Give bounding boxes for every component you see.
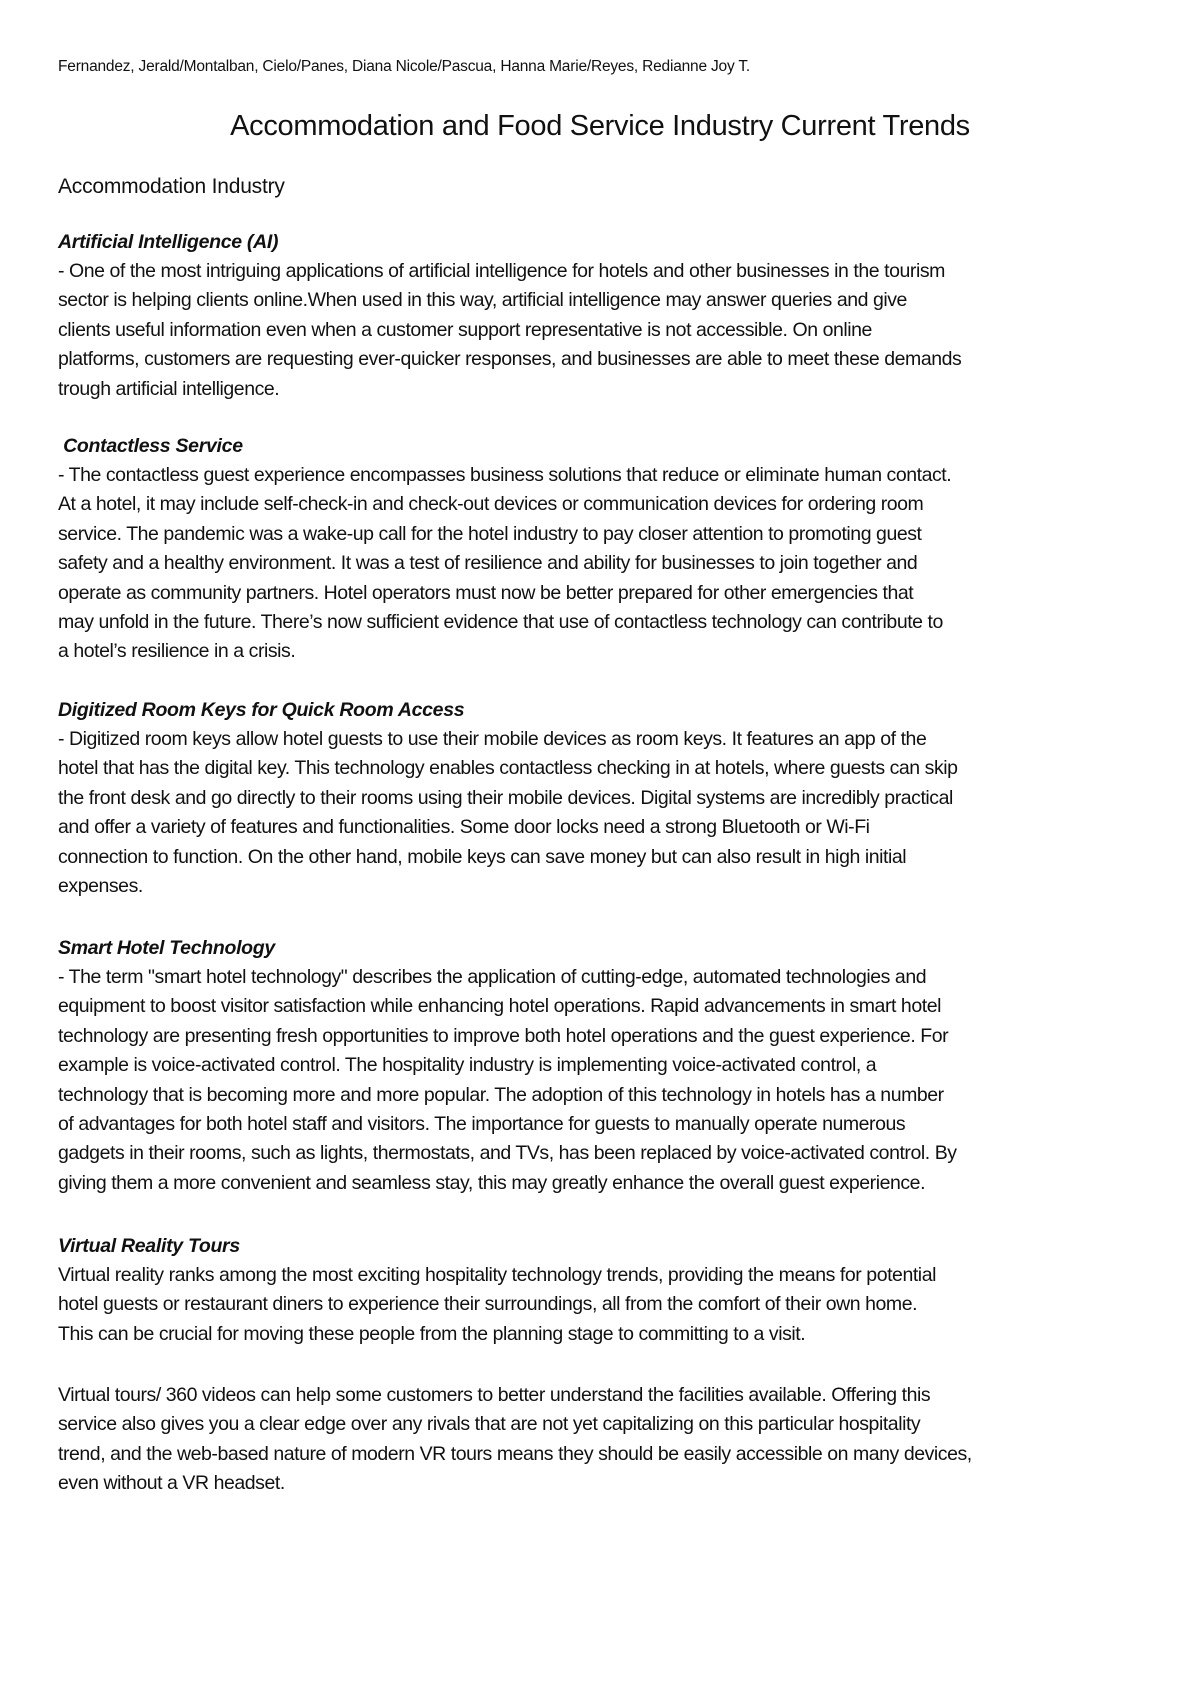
body-line: expenses. [58,875,143,898]
section-contactless-service [58,432,1148,667]
body-line: and offer a variety of features and functionalities. Some door locks need a strong Bluetooth or Wi-Fi [58,816,870,839]
subsection-body [58,461,1148,667]
body-line: - Digitized room keys allow hotel guests to use their mobile devices as room keys. It features an app of the [58,728,927,750]
body-line: even without a VR headset. [58,1472,285,1495]
subsection-body [58,257,1148,404]
body-line: service. The pandemic was a wake-up call for the hotel industry to pay closer attention to promoting guest [58,522,922,545]
section-virtual-tours-paragraph [58,1381,1148,1499]
subsection-body [58,725,1148,901]
section-smart-hotel-technology [58,934,1148,1198]
body-line: of advantages for both hotel staff and visitors. The importance for guests to manually operate numerous [58,1113,906,1136]
body-line: a hotel’s resilience in a crisis. [58,640,296,663]
body-line: service also gives you a clear edge over any rivals that are not yet capitalizing on this particular hospitality [58,1413,921,1436]
body-line: safety and a healthy environment. It was a test of resilience and ability for businesses to join together and [58,552,918,575]
body-line: gadgets in their rooms, such as lights, thermostats, and TVs, has been replaced by voice-activated control. By [58,1142,957,1165]
page-title: Accommodation and Food Service Industry Current Trends [230,110,970,142]
body-line: Virtual reality ranks among the most exciting hospitality technology trends, providing the means for potential [58,1264,936,1286]
body-line: example is voice-activated control. The hospitality industry is implementing voice-activated control, a [58,1054,877,1077]
section-heading: Accommodation Industry [58,175,285,198]
subsection-heading: Smart Hotel Technology [58,937,275,959]
body-line: hotel guests or restaurant diners to experience their surroundings, all from the comfort of their own home. [58,1293,918,1316]
body-line: giving them a more convenient and seamless stay, this may greatly enhance the overall guest experience. [58,1171,926,1194]
section-digitized-room-keys [58,696,1148,901]
subsection-heading: Digitized Room Keys for Quick Room Access [58,699,465,721]
body-line: - The term "smart hotel technology" describes the application of cutting-edge, automated technologies and [58,966,927,988]
body-line: platforms, customers are requesting ever-quicker responses, and businesses are able to meet these demands [58,348,962,371]
body-line: trough artificial intelligence. [58,377,280,400]
body-line: This can be crucial for moving these people from the planning stage to committing to a visit. [58,1322,806,1345]
section-virtual-reality-tours [58,1232,1148,1349]
subsection-heading: Virtual Reality Tours [58,1235,240,1257]
subsection-heading: Artificial Intelligence (AI) [58,231,279,253]
body-line: equipment to boost visitor satisfaction while enhancing hotel operations. Rapid advancements in smart hotel [58,995,941,1018]
body-line: trend, and the web-based nature of modern VR tours means they should be easily accessible on many devices, [58,1442,972,1465]
subsection-heading: Contactless Service [58,435,243,457]
body-line: connection to function. On the other hand, mobile keys can save money but can also result in high initial [58,845,907,868]
body-line: sector is helping clients online.When used in this way, artificial intelligence may answer queries and give [58,289,907,312]
body-line: technology are presenting fresh opportunities to improve both hotel operations and the guest experience. For [58,1024,949,1047]
body-line: technology that is becoming more and more popular. The adoption of this technology in hotels has a number [58,1083,944,1106]
subsection-body [58,963,1148,1198]
body-line: operate as community partners. Hotel operators must now be better prepared for other emergencies that [58,581,914,604]
body-line: clients useful information even when a customer support representative is not accessible. On online [58,318,872,341]
body-line: - The contactless guest experience encompasses business solutions that reduce or eliminate human contact. [58,464,952,486]
body-line: the front desk and go directly to their rooms using their mobile devices. Digital systems are incredibly practical [58,786,953,809]
body-line: hotel that has the digital key. This technology enables contactless checking in at hotels, where guests can skip [58,757,958,780]
body-line: At a hotel, it may include self-check-in and check-out devices or communication devices for ordering room [58,493,924,516]
body-line: - One of the most intriguing applications of artificial intelligence for hotels and other businesses in the tourism [58,260,945,282]
subsection-body [58,1261,1148,1349]
author-line: Fernandez, Jerald/Montalban, Cielo/Panes, Diana Nicole/Pascua, Hanna Marie/Reyes, Redianne Joy T. [58,58,750,75]
section-artificial-intelligence [58,228,1148,404]
body-line: may unfold in the future. There’s now sufficient evidence that use of contactless technology can contribute to [58,611,943,634]
subsection-body [58,1381,1148,1499]
body-line: Virtual tours/ 360 videos can help some customers to better understand the facilities available. Offering this [58,1384,931,1406]
